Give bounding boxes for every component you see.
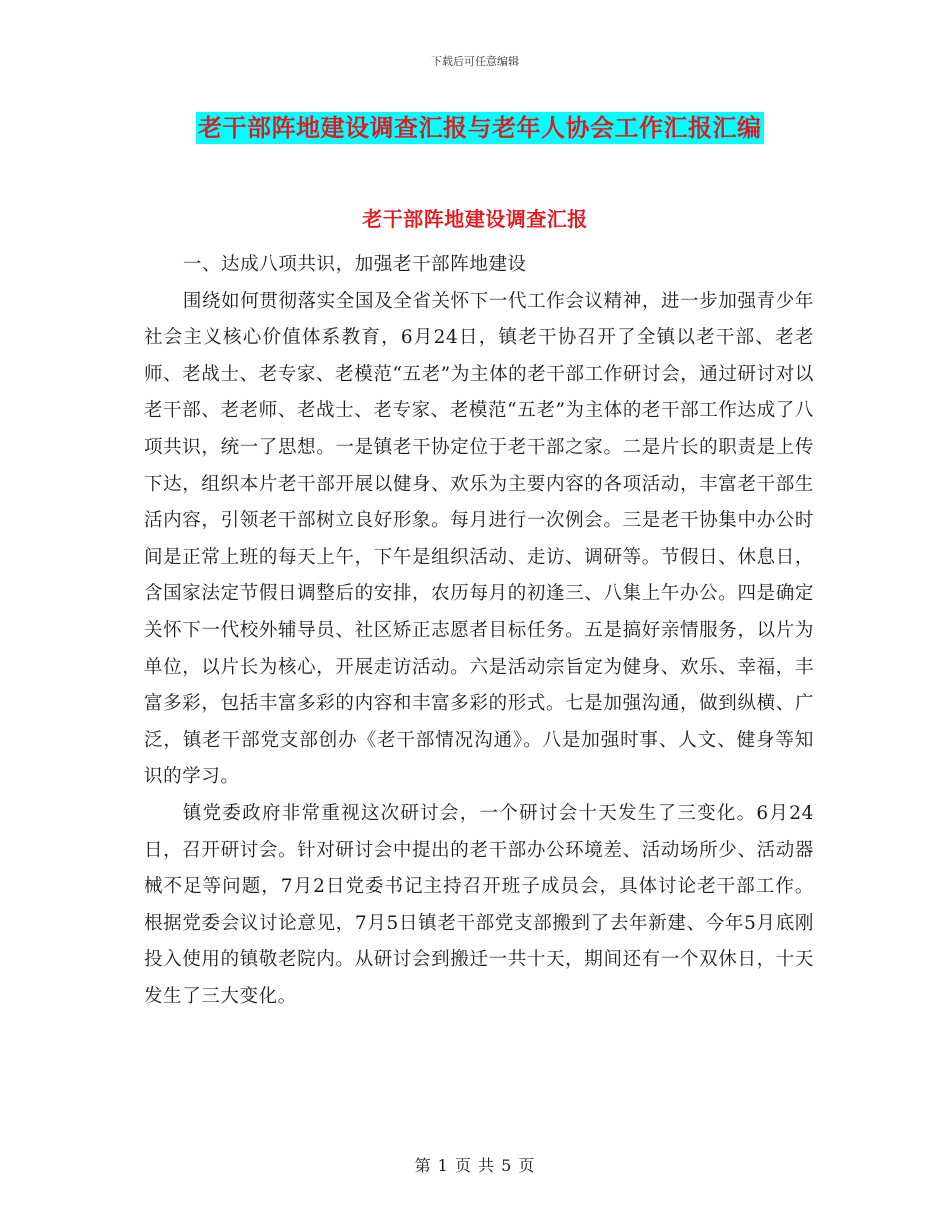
page-header-note: 下载后可任意编辑 <box>431 55 519 68</box>
page-footer: 第 1 页 共 5 页 <box>414 1156 536 1175</box>
paragraph-heading-1: 一、达成八项共识，加强老干部阵地建设 <box>182 254 527 275</box>
paragraph-3: 镇党委政府非常重视这次研讨会，一个研讨会十天发生了三变化。6月24日，召开研讨会。针对研讨会中提出的老干部办公环境差、活动场所少、活动器械不足等问题，7月2日党委书记主持召开班子成员会，具体讨论老干部工作。根据党委会议讨论意见，7月5日镇老干部党支部搬到了去年新建、今年5月底刚投入使用的镇敬老院内。从研讨会到搬迁一共十天，期间还有一个双休日，十天发生了三大变化。 <box>144 802 814 1007</box>
section-title: 老干部阵地建设调查汇报 <box>362 207 588 231</box>
paragraph-2: 围绕如何贯彻落实全国及全省关怀下一代工作会议精神，进一步加强青少年社会主义核心价值体系教育，6月24日，镇老干协召开了全镇以老干部、老老师、老战士、老专家、老模范“五老”为主体的老干部工作研讨会，通过研讨对以老干部、老老师、老战士、老专家、老模范“五老”为主体的老干部工作达成了八项共识，统一了思想。一是镇老干协定位于老干部之家。二是片长的职责是上传下达，组织本片老干部开展以健身、欢乐为主要内容的各项活动，丰富老干部生活内容，引领老干部树立良好形象。每月进行一次例会。三是老干协集中办公时间是正常上班的每天上午，下午是组织活动、走访、调研等。节假日、休息日，含国家法定节假日调整后的安排，农历每月的初逢三、八集上午办公。四是确定关怀下一代校外辅导员、社区矫正志愿者目标任务。五是搞好亲情服务，以片为单位，以片长为核心，开展走访活动。六是活动宗旨定为健身、欢乐、幸福，丰富多彩，包括丰富多彩的内容和丰富多彩的形式。七是加强沟通，做到纵横、广泛，镇老干部党支部创办《老干部情况沟通》。八是加强时事、人文、健身等知识的学习。 <box>144 290 814 788</box>
document-main-title: 老干部阵地建设调查汇报与老年人协会工作汇报汇编 <box>198 113 762 142</box>
document-body <box>144 247 814 1015</box>
